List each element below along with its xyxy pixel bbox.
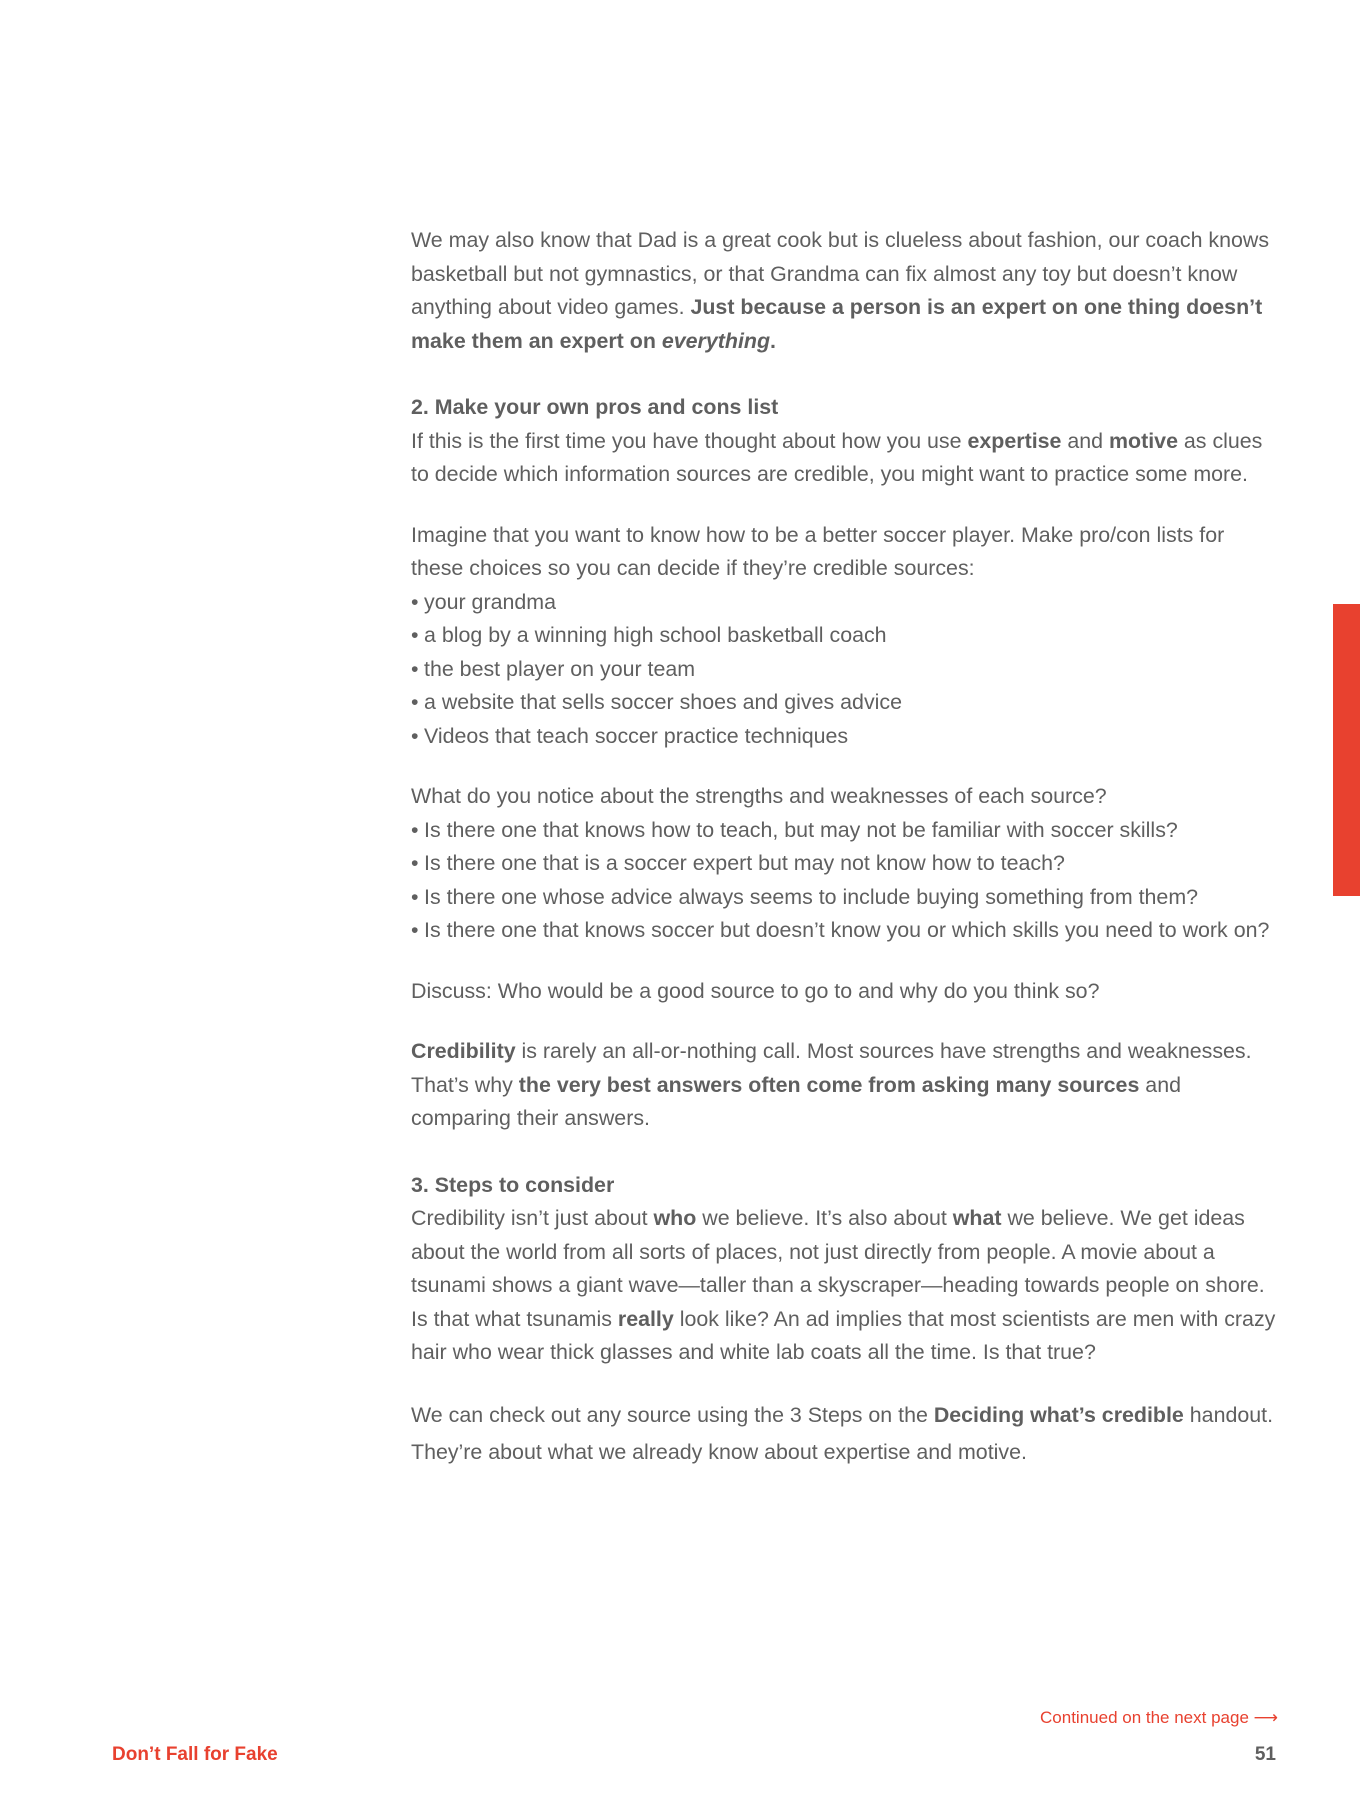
section-2-heading: 2. Make your own pros and cons list <box>411 395 779 419</box>
questions-list <box>411 814 1281 948</box>
page-number: 51 <box>1254 1744 1276 1765</box>
footer-title: Don’t Fall for Fake <box>112 1744 278 1765</box>
term-what: what <box>952 1206 1002 1230</box>
term-really: really <box>617 1306 674 1331</box>
list-item: • Is there one whose advice always seems to include buying something from them? <box>411 884 1199 909</box>
section-2-paragraph-3: What do you notice about the strengths and weaknesses of each source? <box>411 784 1107 808</box>
list-item: • Is there one that knows how to teach, but may not be familiar with soccer skills? <box>411 817 1178 842</box>
list-item: • Videos that teach soccer practice techniques <box>411 723 849 748</box>
term-who: who <box>653 1206 697 1230</box>
list-item: • a blog by a winning high school basketball coach <box>411 623 887 647</box>
section-2-paragraph-1: If this is the first time you have thought about how you use expertise and motive as clues to decide which information sources are credible, you might want to practice some more. <box>411 428 1263 486</box>
section-3-heading: 3. Steps to consider <box>411 1172 615 1197</box>
handout-title: Deciding what’s credible <box>933 1402 1184 1427</box>
term-credibility: Credibility <box>411 1039 516 1063</box>
term-motive: motive <box>1109 428 1178 453</box>
sources-list <box>411 586 1281 754</box>
credibility-paragraph: Credibility is rarely an all-or-nothing call. Most sources have strengths and weaknesses. That’s why the very best answers often come from asking many sources and comparing their answers. <box>411 1039 1252 1130</box>
list-item: • Is there one that is a soccer expert but may not know how to teach? <box>411 851 1065 875</box>
term-expertise: expertise <box>967 428 1062 453</box>
list-item: • the best player on your team <box>411 656 696 681</box>
discuss-paragraph: Discuss: Who would be a good source to go to and why do you think so? <box>411 978 1100 1003</box>
intro-paragraph <box>411 224 1281 358</box>
intro-text: We may also know that Dad is a great cook but is clueless about fashion, our coach knows basketball but not gymnastics, or that Grandma can fix almost any toy but doesn’t know anything about video games. <box>411 228 1270 319</box>
intro-emphasis: Just because a person is an expert on one thing doesn’t make them an expert on <box>411 295 1263 353</box>
list-item: • a website that sells soccer shoes and gives advice <box>411 690 902 714</box>
list-item: • Is there one that knows soccer but doesn’t know you or which skills you need to work on? <box>411 918 1270 942</box>
main-content <box>411 224 1281 1471</box>
key-point: the very best answers often come from asking many sources <box>518 1072 1140 1097</box>
section-3-paragraph-1: Credibility isn’t just about who we believe. It’s also about what we believe. We get ideas about the world from all sorts of places, not just directly from people. A movie about a tsunami shows a giant wave—taller than a skyscraper—heading towards people on shore. Is that what tsunamis really look like? An ad implies that most scientists are men with crazy hair who wear thick glasses and white lab coats all the time. Is that true? <box>411 1206 1276 1364</box>
intro-emphasis-end: . <box>770 328 776 353</box>
section-3-paragraph-2: We can check out any source using the 3 Steps on the Deciding what’s credible handout. They’re about what we already know about expertise and motive. <box>411 1402 1274 1464</box>
intro-emphasis-italic: everything <box>661 328 771 353</box>
list-item: • your grandma <box>411 589 556 614</box>
section-2-paragraph-2: Imagine that you want to know how to be a better soccer player. Make pro/con lists for these choices so you can decide if they’re credible sources: <box>411 522 1225 580</box>
continued-notice: Continued on the next page ⟶ <box>1040 1708 1278 1727</box>
section-tab-marker <box>1333 604 1360 896</box>
